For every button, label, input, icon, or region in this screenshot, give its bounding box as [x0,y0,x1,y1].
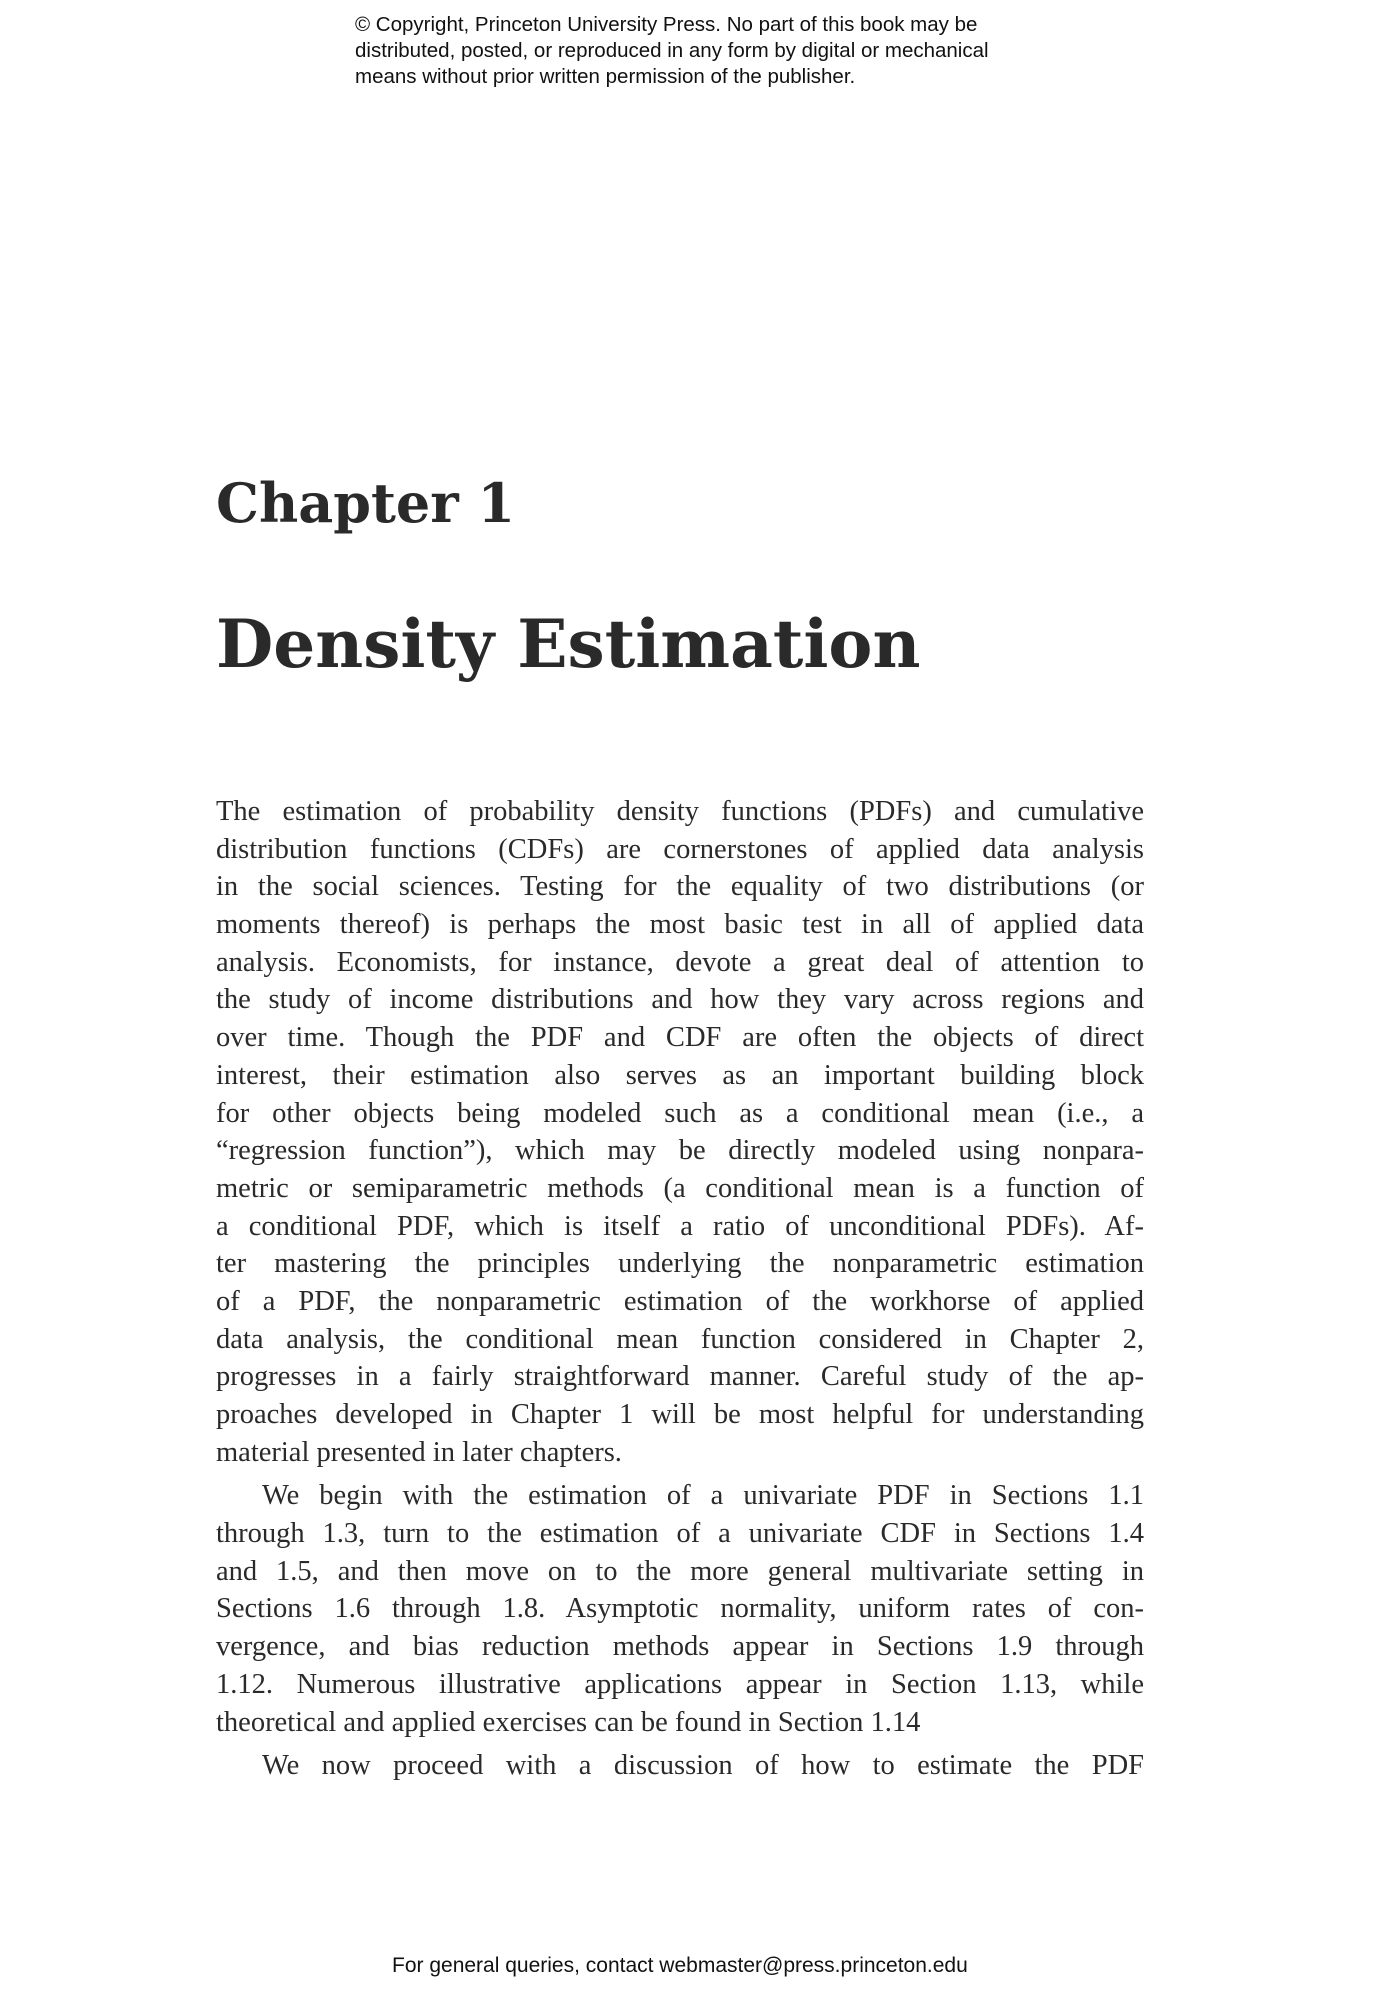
footer-contact: For general queries, contact webmaster@press.princeton.edu [392,1954,968,1977]
chapter-title: Density Estimation [216,605,921,683]
text-line: metric or semiparametric methods (a conditional mean is a function of [216,1172,1144,1204]
copyright-line: © Copyright, Princeton University Press. No part of this book may be [355,13,978,36]
copyright-line: means without prior written permission of the publisher. [355,65,856,88]
text-line: proaches developed in Chapter 1 will be most helpful for understanding [216,1399,1144,1430]
text-line: for other objects being modeled such as a conditional mean (i.e., a [216,1097,1144,1129]
text-line: over time. Though the PDF and CDF are often the objects of direct [216,1022,1144,1054]
copyright-notice [355,12,1075,90]
paragraph-outline [216,1477,1144,1741]
text-line: the study of income distributions and how they vary across regions and [216,984,1144,1016]
text-line: moments thereof) is perhaps the most basic test in all of applied data [216,909,1144,941]
text-line: ter mastering the principles underlying the nonparametric estimation [216,1248,1144,1280]
text-line: and 1.5, and then move on to the more general multivariate setting in [216,1555,1144,1587]
text-line: vergence, and bias reduction methods appear in Sections 1.9 through [216,1631,1144,1663]
text-line: “regression function”), which may be directly modeled using nonpara- [216,1135,1144,1167]
text-line: Sections 1.6 through 1.8. Asymptotic normality, uniform rates of con- [216,1593,1144,1625]
copyright-line: distributed, posted, or reproduced in any form by digital or mechanical [355,39,989,62]
text-line: of a PDF, the nonparametric estimation of the workhorse of applied [216,1285,1144,1317]
text-line: in the social sciences. Testing for the equality of two distributions (or [216,871,1144,903]
chapter-body [216,793,1144,1785]
paragraph-proceed [216,1747,1144,1785]
text-line: We now proceed with a discussion of how to estimate the PDF [262,1750,1144,1782]
text-line: through 1.3, turn to the estimation of a univariate CDF in Sections 1.4 [216,1518,1144,1550]
paragraph-intro [216,793,1144,1471]
text-line: data analysis, the conditional mean function considered in Chapter 2, [216,1323,1144,1355]
text-line: The estimation of probability density functions (PDFs) and cumulative [216,796,1144,827]
text-line: We begin with the estimation of a univariate PDF in Sections 1.1 [262,1480,1144,1512]
text-line: a conditional PDF, which is itself a ratio of unconditional PDFs). Af- [216,1210,1144,1242]
text-line: progresses in a fairly straightforward manner. Careful study of the ap- [216,1361,1144,1393]
text-line: 1.12. Numerous illustrative applications appear in Section 1.13, while [216,1668,1144,1700]
text-line: distribution functions (CDFs) are cornerstones of applied data analysis [216,833,1144,865]
text-line: interest, their estimation also serves as an important building block [216,1059,1144,1091]
text-line: material presented in later chapters. [216,1436,622,1468]
text-line: analysis. Economists, for instance, devote a great deal of attention to [216,946,1144,978]
text-line: theoretical and applied exercises can be found in Section 1.14 [216,1706,921,1738]
chapter-label: Chapter 1 [216,471,516,535]
